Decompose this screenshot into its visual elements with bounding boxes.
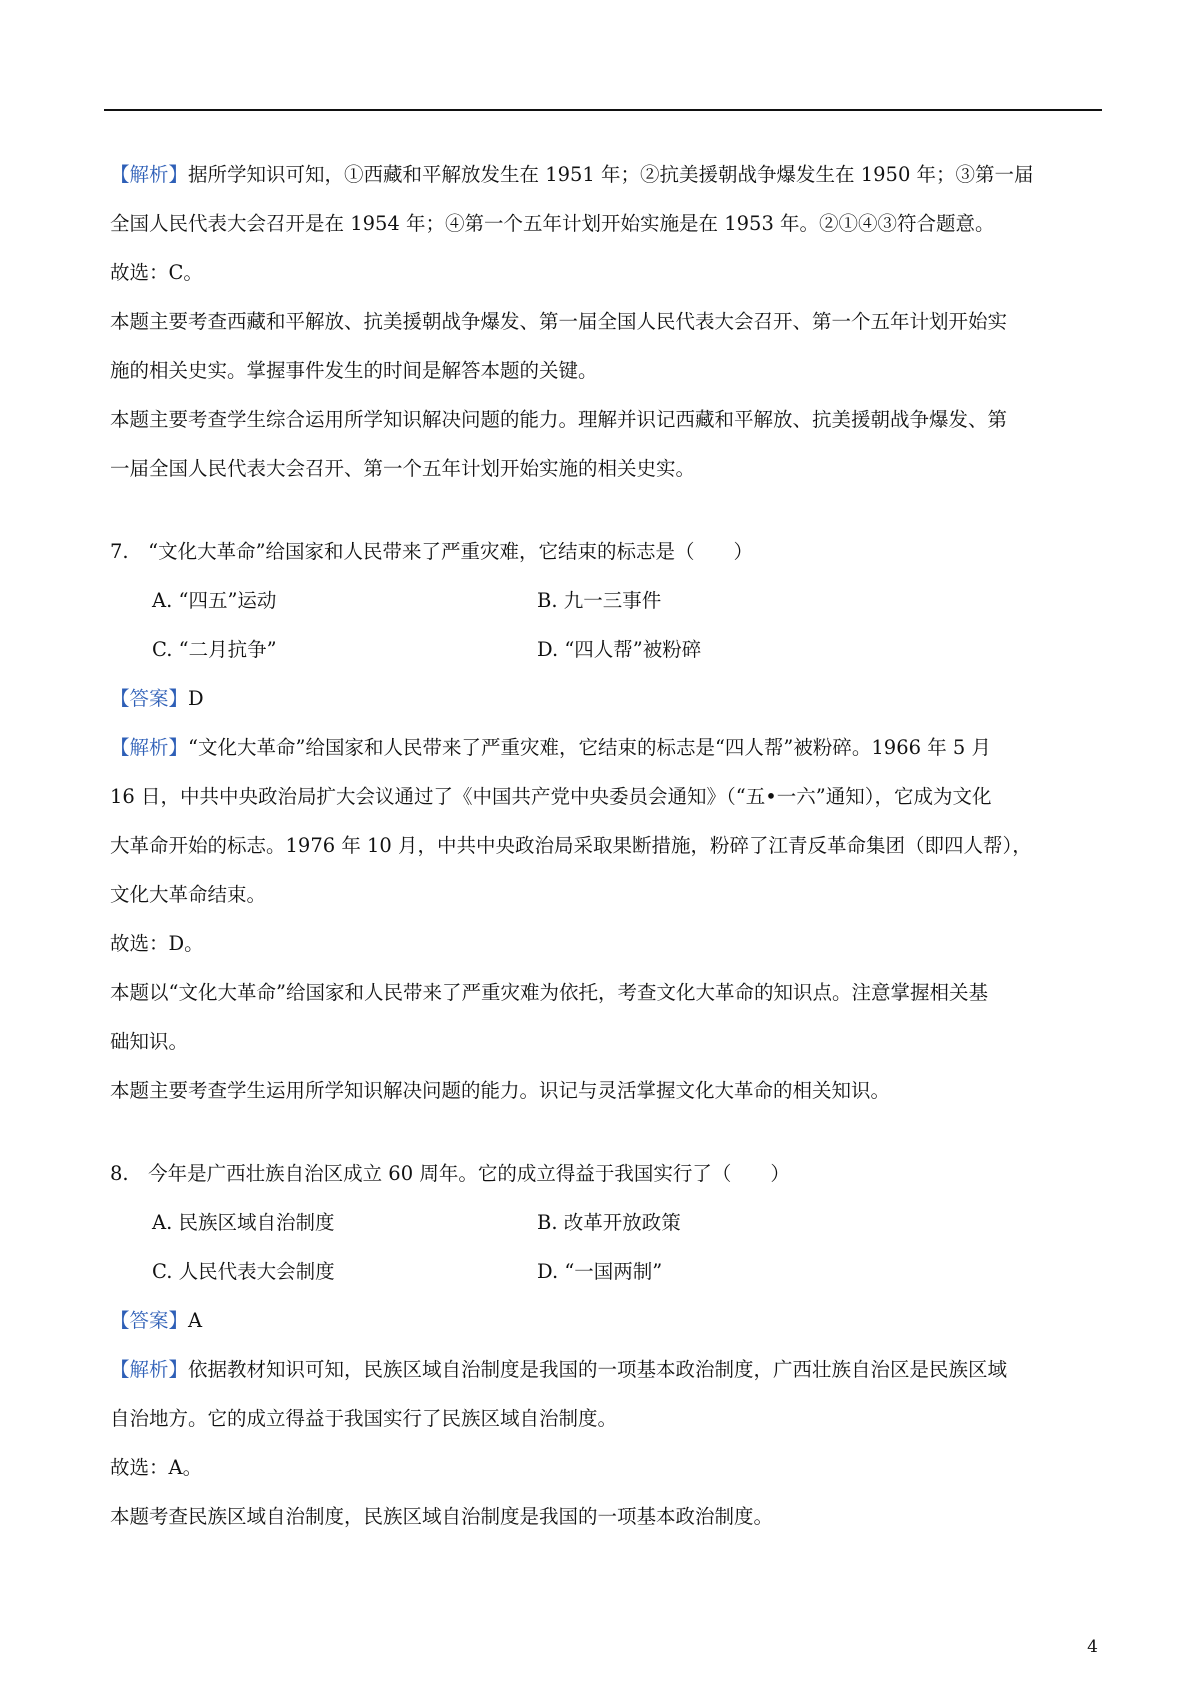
- q7-options-row-2: [110, 625, 1102, 674]
- q7-note-2: 本题主要考查学生运用所学知识解决问题的能力。识记与灵活掌握文化大革命的相关知识。: [110, 1079, 891, 1102]
- q7-note-1: [110, 968, 1102, 1066]
- q8-option-a: A. 民族区域自治制度: [152, 1211, 335, 1234]
- document-body: [110, 150, 1102, 1541]
- page-number: 4: [1087, 1637, 1098, 1657]
- q8-options-row-2: [110, 1247, 1102, 1296]
- q7-analysis: [110, 723, 1102, 919]
- q8-answer: [110, 1296, 1102, 1345]
- q7-option-b: B. 九一三事件: [537, 589, 662, 612]
- note-line: 本题以“文化大革命”给国家和人民带来了严重灾难为依托，考查文化大革命的知识点。注意掌握相关基: [110, 981, 988, 1004]
- q7-option-d: D. “四人帮”被粉碎: [537, 638, 702, 661]
- answer-value: A: [188, 1309, 203, 1332]
- analysis-line: 16 日，中共中央政治局扩大会议通过了《中国共产党中央委员会通知》（“五•一六”通知），它成为文化: [110, 785, 992, 808]
- header-rule: [104, 109, 1102, 111]
- q7-option-c: C. “二月抗争”: [152, 638, 277, 661]
- q8-note-1: 本题考查民族区域自治制度，民族区域自治制度是我国的一项基本政治制度。: [110, 1505, 774, 1528]
- note-line: 础知识。: [110, 1030, 189, 1053]
- q6-note-2: [110, 395, 1102, 493]
- q8-options-row-1: [110, 1198, 1102, 1247]
- q8-option-d: D. “一国两制”: [537, 1260, 663, 1283]
- answer-value: D: [188, 687, 204, 710]
- q7-options-row-1: [110, 576, 1102, 625]
- analysis-line: 据所学知识可知，①西藏和平解放发生在 1951 年；②抗美援朝战争爆发生在 1950 年；③第一届: [188, 163, 1034, 186]
- analysis-line: “文化大革命”给国家和人民带来了严重灾难，它结束的标志是“四人帮”被粉碎。1966 年 5 月: [188, 736, 992, 759]
- answer-tag: 【答案】: [110, 687, 189, 710]
- q8-choice: 故选：A。: [110, 1456, 203, 1479]
- analysis-tag: 【解析】: [110, 1358, 189, 1381]
- analysis-line: 大革命开始的标志。1976 年 10 月，中共中央政治局采取果断措施，粉碎了江青反革命集团（即四人帮），: [110, 834, 1032, 857]
- answer-tag: 【答案】: [110, 1309, 189, 1332]
- q8-option-c: C. 人民代表大会制度: [152, 1260, 335, 1283]
- analysis-line: 全国人民代表大会召开是在 1954 年；④第一个五年计划开始实施是在 1953 年。②①④③符合题意。: [110, 212, 995, 235]
- analysis-line: 依据教材知识可知，民族区域自治制度是我国的一项基本政治制度，广西壮族自治区是民族区域: [188, 1358, 1008, 1381]
- note-line: 施的相关史实。掌握事件发生的时间是解答本题的关键。: [110, 359, 598, 382]
- q7-answer: [110, 674, 1102, 723]
- q7-choice: 故选：D。: [110, 932, 204, 955]
- analysis-line: 自治地方。它的成立得益于我国实行了民族区域自治制度。: [110, 1407, 618, 1430]
- q6-choice: 故选：C。: [110, 261, 203, 284]
- analysis-line: 文化大革命结束。: [110, 883, 267, 906]
- q6-note-1: [110, 297, 1102, 395]
- note-line: 本题主要考查西藏和平解放、抗美援朝战争爆发、第一届全国人民代表大会召开、第一个五年计划开始实: [110, 310, 1008, 333]
- q8-stem: 8. 今年是广西壮族自治区成立 60 周年。它的成立得益于我国实行了（ ）: [110, 1162, 790, 1185]
- q8-analysis: [110, 1345, 1102, 1443]
- note-line: 本题主要考查学生综合运用所学知识解决问题的能力。理解并识记西藏和平解放、抗美援朝战争爆发、第: [110, 408, 1008, 431]
- q8-option-b: B. 改革开放政策: [537, 1211, 681, 1234]
- note-line: 一届全国人民代表大会召开、第一个五年计划开始实施的相关史实。: [110, 457, 696, 480]
- q7-option-a: A. “四五”运动: [152, 589, 277, 612]
- q7-stem: 7. “文化大革命”给国家和人民带来了严重灾难，它结束的标志是（ ）: [110, 540, 754, 563]
- analysis-tag: 【解析】: [110, 736, 189, 759]
- analysis-tag: 【解析】: [110, 163, 189, 186]
- q6-analysis: [110, 150, 1102, 248]
